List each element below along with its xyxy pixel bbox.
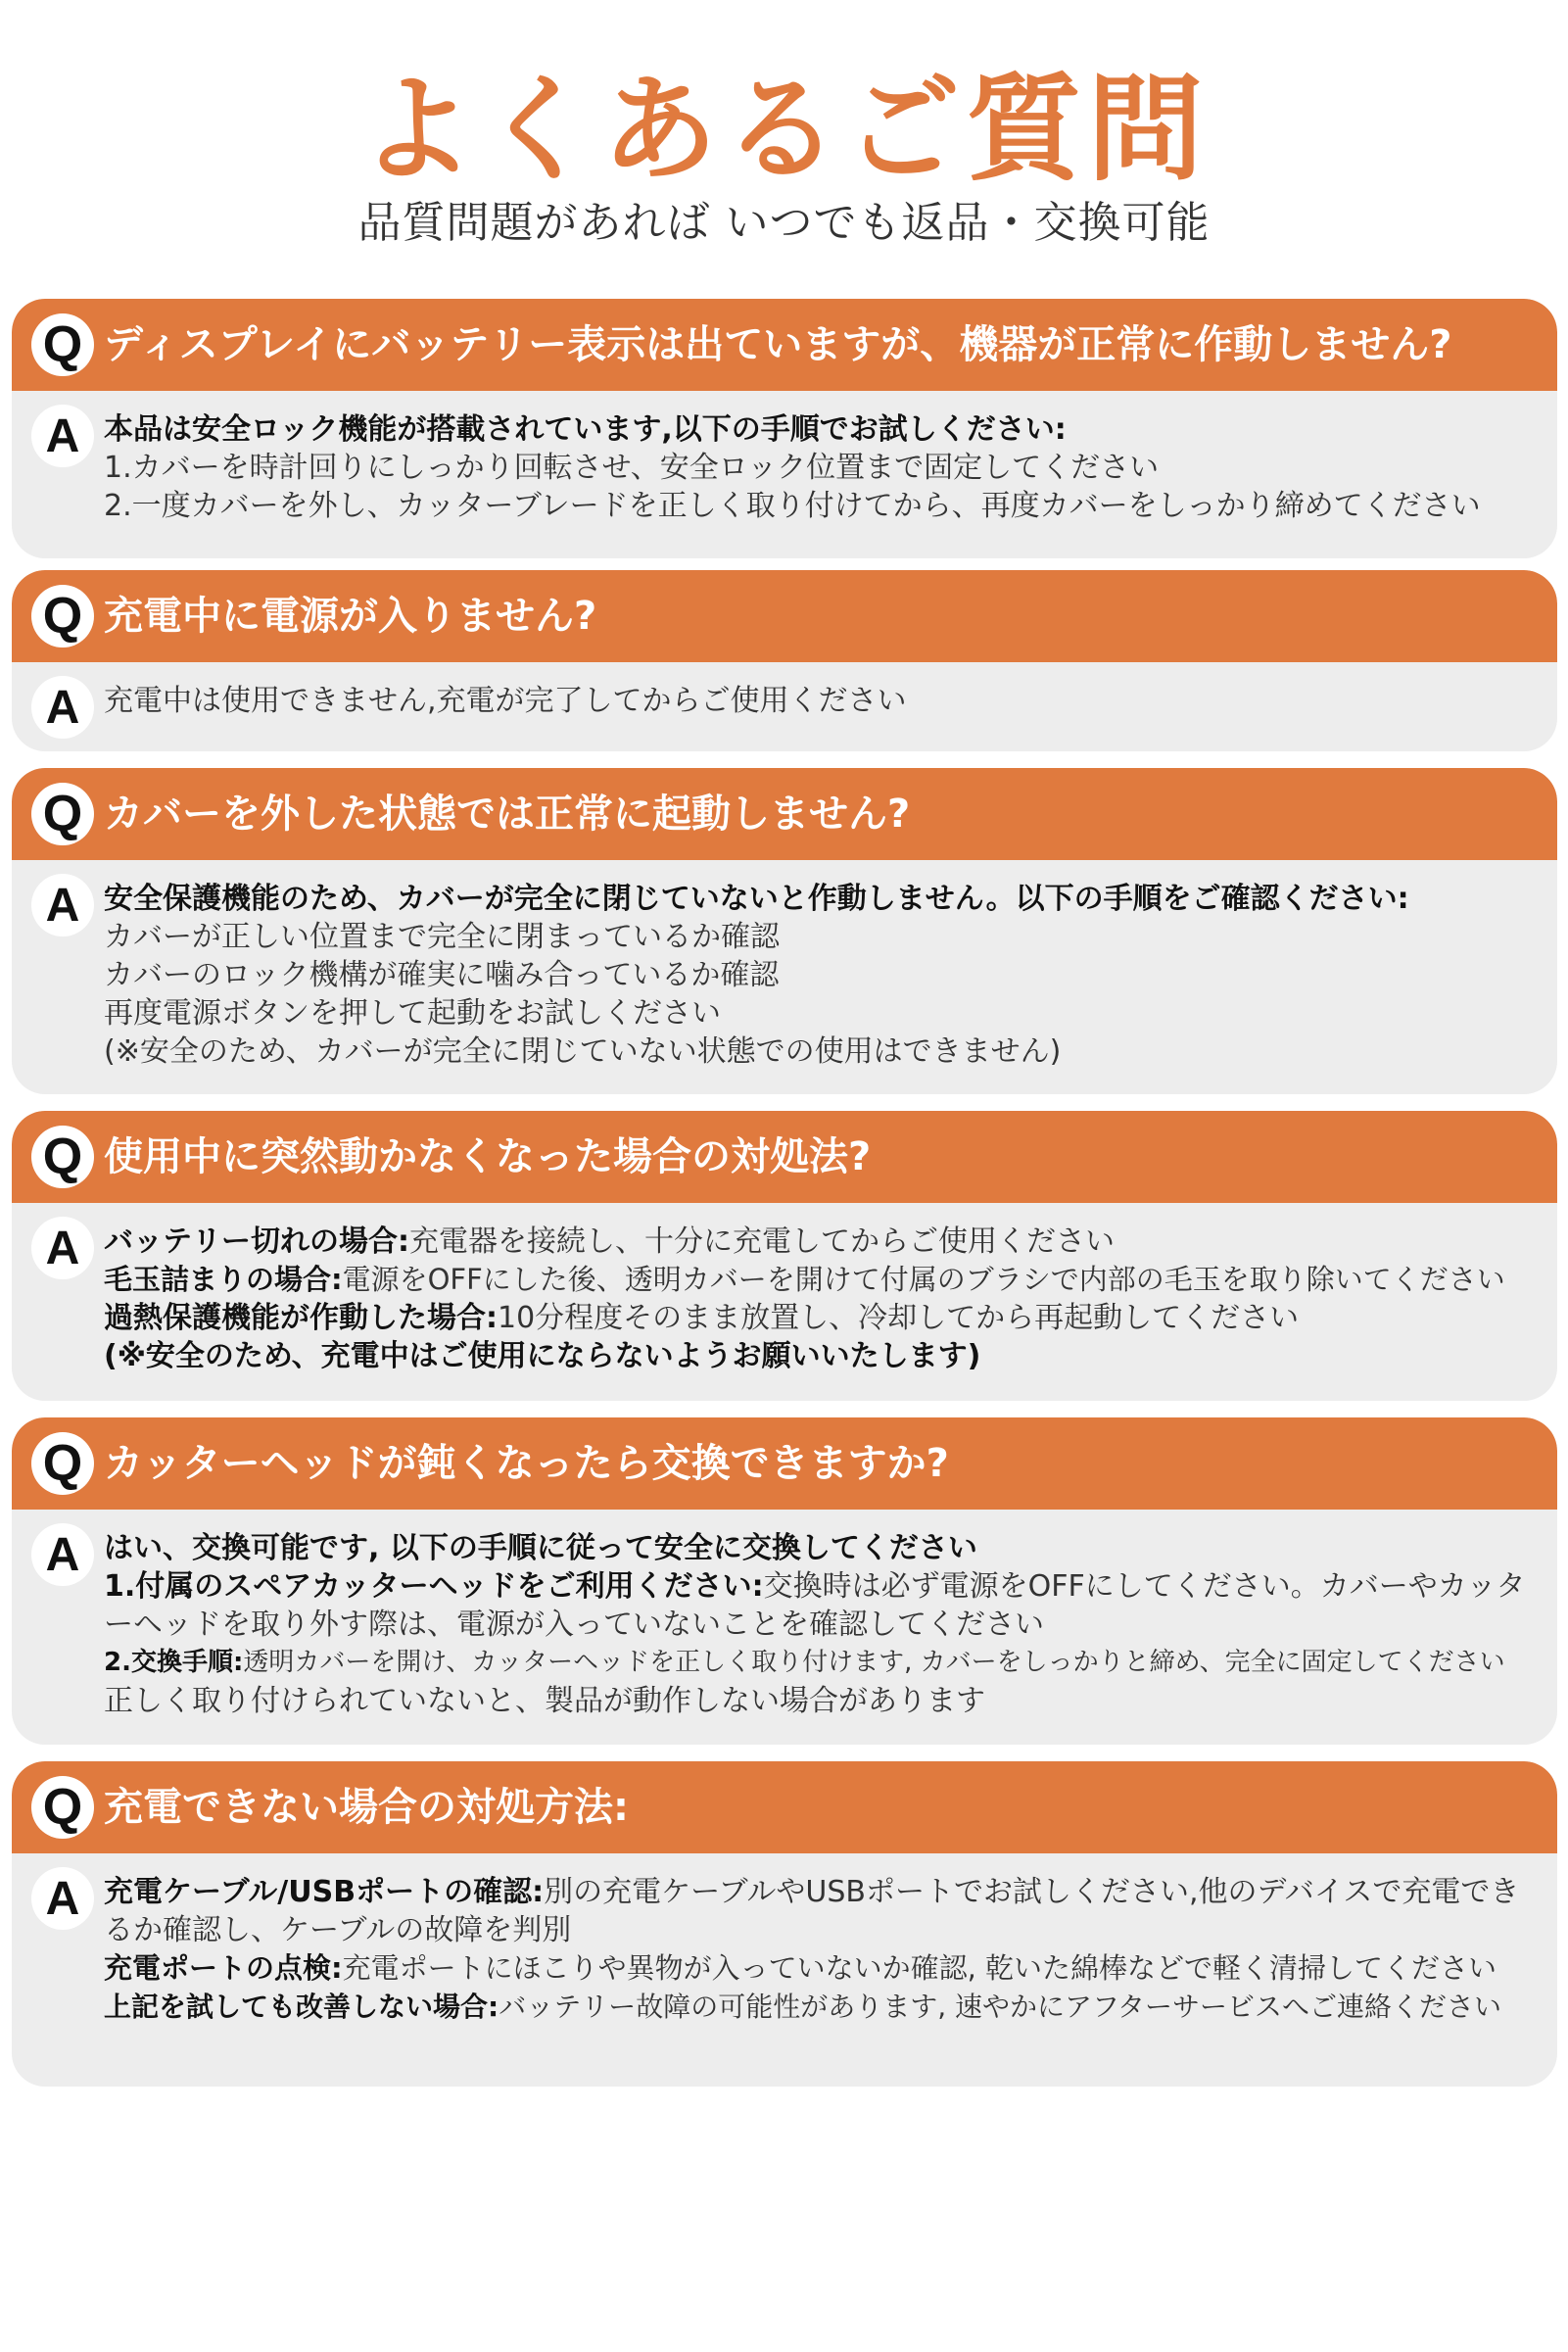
answer-line xyxy=(104,1261,1538,1299)
faq-item xyxy=(12,1417,1557,1745)
question-bar xyxy=(12,768,1557,860)
answer-line xyxy=(104,487,1538,525)
answer-body xyxy=(12,860,1557,1092)
answer-emphasis: 本品は安全ロック機能が搭載されています,以下の手順でお試しください: xyxy=(104,412,1067,447)
answer-text: 透明カバーを開け、カッターヘッドを正しく取り付けます, カバーをしっかりと締め、完全に固定してください xyxy=(243,1648,1505,1677)
a-badge: A xyxy=(31,874,94,936)
faq-item xyxy=(12,299,1557,558)
answer-emphasis: バッテリー切れの場合: xyxy=(104,1224,409,1259)
answer-text: 正しく取り付けられていないと、製品が動作しない場合があります xyxy=(104,1684,985,1718)
a-badge: A xyxy=(31,405,94,467)
a-badge: A xyxy=(31,676,94,739)
answer-line xyxy=(104,1223,1538,1261)
answer-line xyxy=(104,1032,1538,1071)
question-text: カバーを外した状態では正常に起動しません? xyxy=(104,792,911,837)
answer-body xyxy=(12,1510,1557,1742)
answer-text: 2.一度カバーを外し、カッターブレードを正しく取り付けてから、再度カバーをしっかり締めてください xyxy=(104,489,1481,523)
answer-line xyxy=(104,918,1538,956)
q-badge: Q xyxy=(31,783,94,845)
answer-line xyxy=(104,1644,1538,1682)
answer-body xyxy=(12,662,1557,742)
answer-text: カバーのロック機構が確実に噛み合っているか確認 xyxy=(104,958,780,992)
question-text: 充電中に電源が入りません? xyxy=(104,594,597,639)
answer-line xyxy=(104,410,1538,449)
answer-line xyxy=(104,1873,1538,1949)
answer-line xyxy=(104,956,1538,994)
answer-line xyxy=(104,1988,1538,2026)
question-bar xyxy=(12,299,1557,391)
answer-emphasis: 充電ポートの点検: xyxy=(104,1951,343,1985)
q-badge: Q xyxy=(31,313,94,376)
question-bar xyxy=(12,1417,1557,1510)
answer-text: 10分程度そのまま放置し、冷却してから再起動してください xyxy=(498,1301,1300,1335)
answer-line xyxy=(104,1567,1538,1644)
answer-emphasis: 1.付属のスペアカッターヘッドをご利用ください: xyxy=(104,1569,764,1604)
answer-body xyxy=(12,391,1557,547)
answer-text: 充電ポートにほこりや異物が入っていないか確認, 乾いた綿棒などで軽く清掃してください xyxy=(342,1951,1497,1985)
question-bar xyxy=(12,1761,1557,1853)
answer-text: 電源をOFFにした後、透明カバーを開けて付属のブラシで内部の毛玉を取り除いてください xyxy=(342,1263,1505,1296)
question-text: 使用中に突然動かなくなった場合の対処法? xyxy=(104,1134,872,1179)
q-badge: Q xyxy=(31,1776,94,1839)
a-badge: A xyxy=(31,1867,94,1930)
faq-item xyxy=(12,1111,1557,1401)
q-badge: Q xyxy=(31,585,94,648)
answer-line xyxy=(104,1337,1538,1375)
answer-line xyxy=(104,449,1538,487)
answer-line xyxy=(104,1682,1538,1720)
question-bar xyxy=(12,570,1557,662)
a-badge: A xyxy=(31,1217,94,1279)
faq-item xyxy=(12,1761,1557,2087)
question-text: ディスプレイにバッテリー表示は出ていますが、機器が正常に作動しません? xyxy=(104,322,1452,367)
answer-text: 充電中は使用できません,充電が完了してからご使用ください xyxy=(104,684,907,718)
question-text: カッターヘッドが鈍くなったら交換できますか? xyxy=(104,1441,949,1486)
answer-line xyxy=(104,1529,1538,1567)
q-badge: Q xyxy=(31,1432,94,1495)
q-badge: Q xyxy=(31,1126,94,1188)
answer-text: 別の充電ケーブルやUSBポートでお試しください,他のデバイスで充電できるか確認し、ケーブルの故障を判別 xyxy=(104,1875,1520,1947)
answer-text: カバーが正しい位置まで完全に閉まっているか確認 xyxy=(104,920,780,954)
a-badge: A xyxy=(31,1523,94,1586)
answer-text: 交換時は必ず電源をOFFにしてください。カバーやカッターヘッドを取り外す際は、電源が入っていないことを確認してください xyxy=(104,1569,1526,1642)
answer-emphasis: はい、交換可能です, 以下の手順に従って安全に交換してください xyxy=(104,1531,977,1565)
question-text: 充電できない場合の対処方法: xyxy=(104,1785,629,1830)
answer-body xyxy=(12,1203,1557,1397)
answer-body xyxy=(12,1853,1557,2047)
answer-emphasis: (※安全のため、充電中はご使用にならないようお願いいたします) xyxy=(104,1339,981,1373)
answer-emphasis: 安全保護機能のため、カバーが完全に閉じていないと作動しません。以下の手順をご確認ください: xyxy=(104,882,1409,916)
answer-text: 1.カバーを時計回りにしっかり回転させ、安全ロック位置まで固定してください xyxy=(104,451,1160,485)
answer-text: (※安全のため、カバーが完全に閉じていない状態での使用はできません) xyxy=(104,1034,1062,1069)
page-title: よくあるご質問 xyxy=(358,61,1210,197)
page-subtitle: 品質問題があれば いつでも返品・交換可能 xyxy=(357,198,1211,248)
faq-item xyxy=(12,768,1557,1094)
answer-emphasis: 上記を試しても改善しない場合: xyxy=(104,1991,499,2023)
answer-emphasis: 過熱保護機能が作動した場合: xyxy=(104,1301,498,1335)
answer-line xyxy=(104,994,1538,1032)
answer-line xyxy=(104,682,1538,720)
faq-item xyxy=(12,570,1557,751)
answer-emphasis: 充電ケーブル/USBポートの確認: xyxy=(104,1875,545,1909)
answer-emphasis: 2.交換手順: xyxy=(104,1648,244,1677)
question-bar xyxy=(12,1111,1557,1203)
answer-text: 充電器を接続し、十分に充電してからご使用ください xyxy=(409,1224,1115,1259)
answer-text: 再度電源ボタンを押して起動をお試しください xyxy=(104,996,721,1031)
answer-emphasis: 毛玉詰まりの場合: xyxy=(104,1263,343,1296)
answer-line xyxy=(104,1949,1538,1988)
answer-text: バッテリー故障の可能性があります, 速やかにアフターサービスへご連絡ください xyxy=(499,1991,1502,2023)
answer-line xyxy=(104,880,1538,918)
answer-line xyxy=(104,1299,1538,1337)
